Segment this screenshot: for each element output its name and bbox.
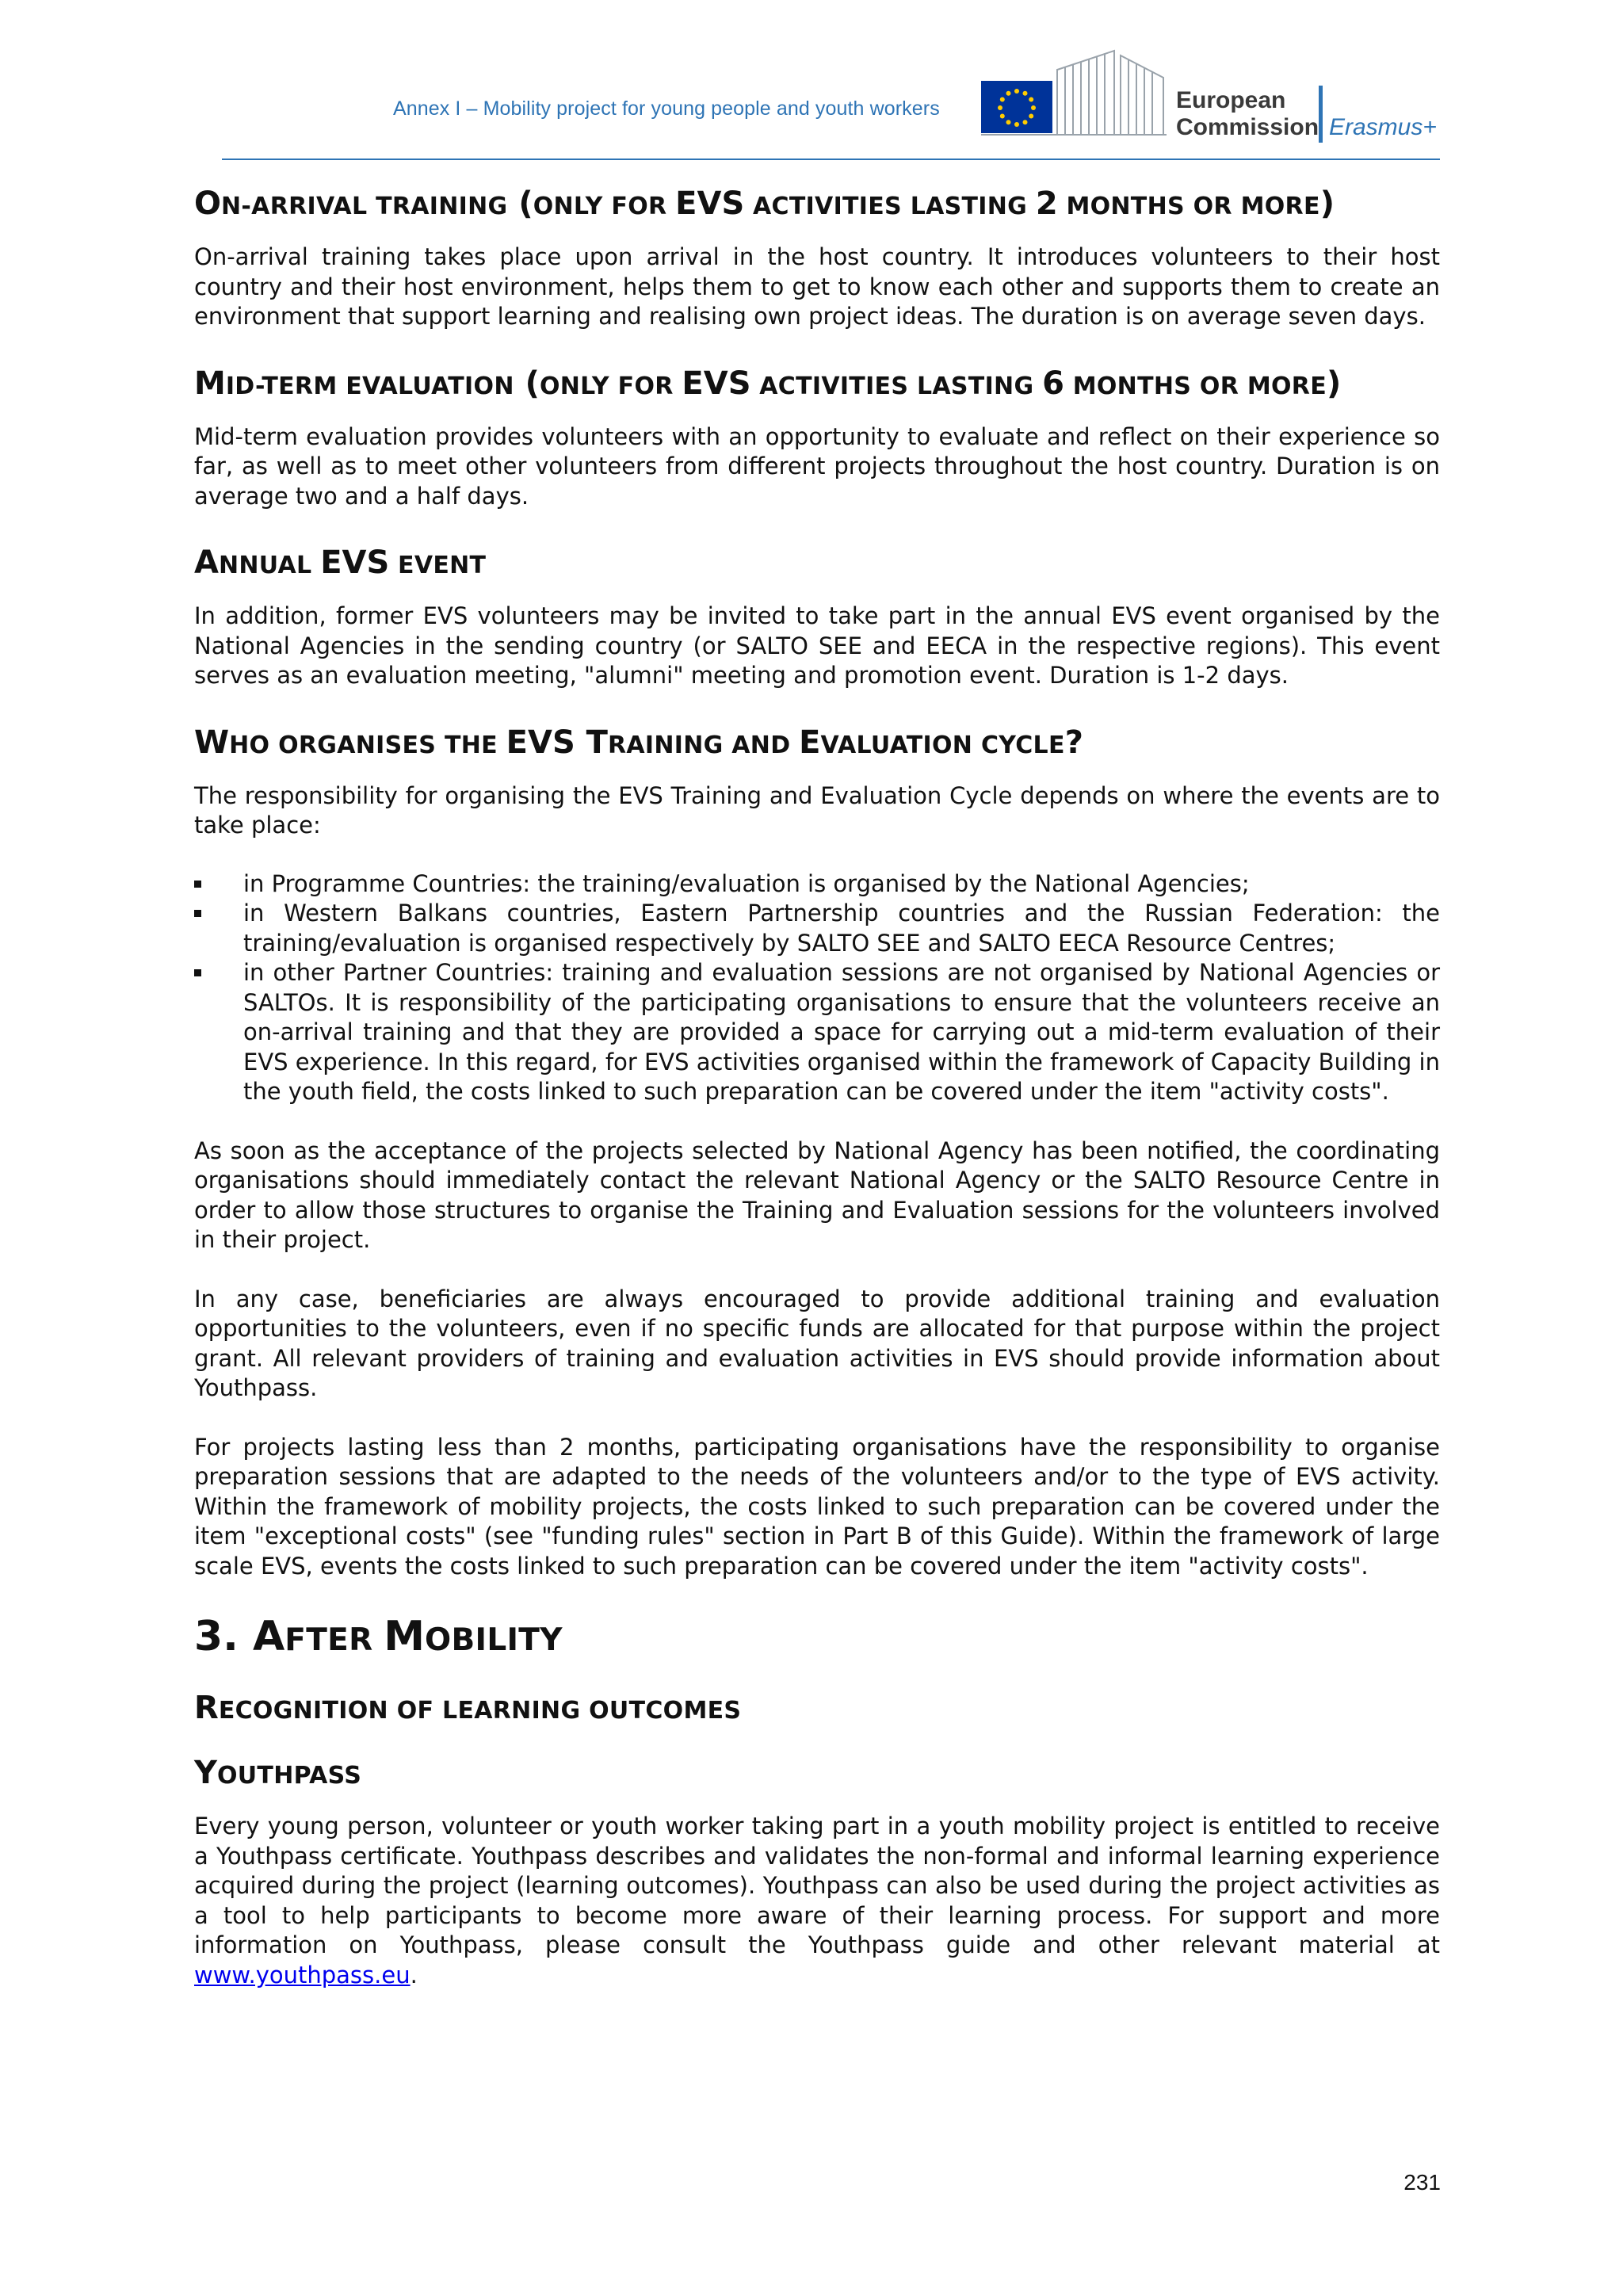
youthpass-link[interactable]: www.youthpass.eu	[194, 1961, 411, 1988]
list-item: in Programme Countries: the training/evaluation is organised by the National Agencies;	[194, 869, 1440, 900]
list-item: in Western Balkans countries, Eastern Partnership countries and the Russian Federation: the training/evaluation is organised respectively by SALTO SEE and SALTO EECA Resource Centres;	[194, 899, 1440, 958]
paragraph-short-projects: For projects lasting less than 2 months, participating organisations have the responsibility to organise preparation sessions that are adapted to the needs of the volunteers and/or to the type of EVS activity. Within the framework of mobility projects, the costs linked to such preparation can be covered under the item "exceptional costs" (see "funding rules" section in Part B of this Guide). Within the framework of large scale EVS, events the costs linked to such preparation can be covered under the item "activity costs".	[194, 1433, 1440, 1580]
paragraph-youthpass: Every young person, volunteer or youth worker taking part in a youth mobility project is entitled to receive a Youthpass certificate. Youthpass describes and validates the non-formal and informal learning experience acquired during the project (learning outcomes). Youthpass can also be used during the project activities as a tool to help participants to become more aware of their learning process. For support and more information on Youthpass, please consult the Youthpass guide and other relevant material at www.youthpass.eu.	[194, 1813, 1440, 1988]
heading-annual-evs-event: ANNUAL EVS EVENT	[194, 544, 487, 581]
logo-european: European	[1176, 87, 1286, 113]
paragraph-mid-term: Mid-term evaluation provides volunteers with an opportunity to evaluate and reflect on their experience so far, as well as to meet other volunteers from different projects throughout the host country. Duration is on average two and a half days.	[194, 422, 1440, 510]
ec-building-flag-icon	[980, 46, 1170, 144]
bullet-icon	[194, 969, 201, 976]
bullet-icon	[194, 910, 201, 917]
paragraph-acceptance: As soon as the acceptance of the projects selected by National Agency has been notified, the coordinating organisations should immediately contact the relevant National Agency or the SALTO Resource Centre in order to allow those structures to organise the Training and Evaluation sessions for the volunteers involved in their project.	[194, 1137, 1440, 1253]
paragraph-who-intro: The responsibility for organising the EVS Training and Evaluation Cycle depends on where the events are to take place:	[194, 781, 1440, 839]
heading-after-mobility: 3. AFTER MOBILITY	[194, 1613, 563, 1660]
heading-on-arrival-training: ON-ARRIVAL TRAINING (ONLY FOR EVS ACTIVITIES LASTING 2 MONTHS OR MORE)	[194, 185, 1335, 222]
logo-erasmus-plus: Erasmus+	[1329, 114, 1437, 140]
page-number: 231	[1403, 2170, 1441, 2195]
organiser-list	[194, 869, 1440, 1107]
paragraph-on-arrival: On-arrival training takes place upon arrival in the host country. It introduces volunteers to their host country and their host environment, helps them to get to know each other and supports them to create an environment that support learning and realising own project ideas. The duration is on average seven days.	[194, 243, 1440, 330]
heading-who-organises: WHO ORGANISES THE EVS TRAINING AND EVALUATION CYCLE?	[194, 724, 1083, 761]
header-title: Annex I – Mobility project for young people and youth workers	[393, 97, 940, 120]
european-commission-logo	[980, 46, 1447, 144]
bullet-icon	[194, 881, 201, 888]
heading-recognition: RECOGNITION OF LEARNING OUTCOMES	[194, 1690, 742, 1726]
header-rule	[222, 159, 1440, 160]
heading-youthpass: YOUTHPASS	[194, 1755, 362, 1791]
document-body	[194, 179, 1440, 1990]
paragraph-annual-event: In addition, former EVS volunteers may be invited to take part in the annual EVS event organised by the National Agencies in the sending country (or SALTO SEE and EECA in the respective regions). This event serves as an evaluation meeting, "alumni" meeting and promotion event. Duration is 1-2 days.	[194, 602, 1440, 689]
list-item: in other Partner Countries: training and evaluation sessions are not organised by National Agencies or SALTOs. It is responsibility of the participating organisations to ensure that the volunteers receive an on-arrival training and that they are provided a space for carrying out a mid-term evaluation of their EVS experience. In this regard, for EVS activities organised within the framework of Capacity Building in the youth field, the costs linked to such preparation can be covered under the item "activity costs".	[194, 958, 1440, 1107]
heading-mid-term-evaluation: MID-TERM EVALUATION (ONLY FOR EVS ACTIVITIES LASTING 6 MONTHS OR MORE)	[194, 365, 1342, 402]
paragraph-in-any-case: In any case, beneficiaries are always encouraged to provide additional training and evaluation opportunities to the volunteers, even if no specific funds are allocated for that purpose within the project grant. All relevant providers of training and evaluation activities in EVS should provide information about Youthpass.	[194, 1285, 1440, 1401]
logo-commission: Commission	[1176, 114, 1319, 140]
logo-divider	[1319, 86, 1323, 143]
